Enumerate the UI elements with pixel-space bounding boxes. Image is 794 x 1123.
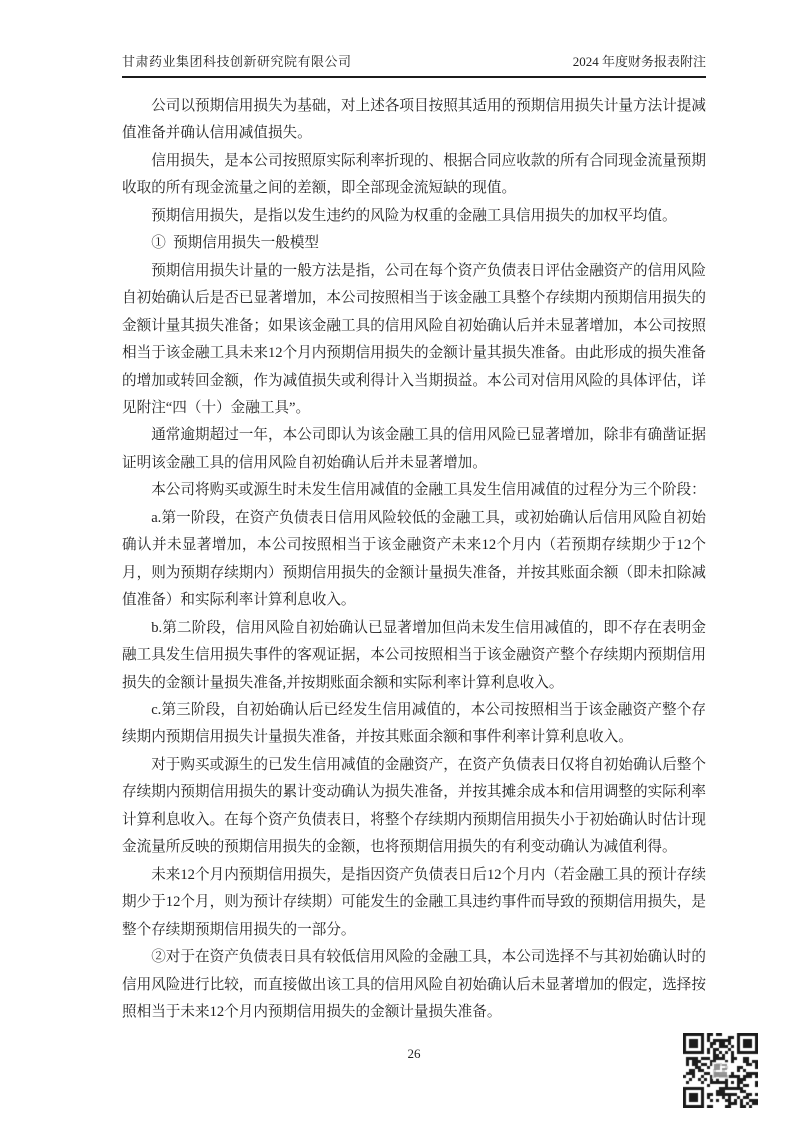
paragraph-credit-loss-basis: 公司以预期信用损失为基础，对上述各项目按照其适用的预期信用损失计量方法计提减值准备并确认信用减值损失。: [122, 98, 706, 142]
qr-code-icon: [683, 1033, 758, 1108]
document-body: [122, 93, 706, 1026]
header-company-name: 甘肃药业集团科技创新研究院有限公司: [122, 54, 352, 69]
paragraph-credit-loss-definition: 信用损失，是本公司按照原实际利率折现的、根据合同应收款的所有合同现金流量预期收取的所有现金流量之间的差额，即全部现金流短缺的现值。: [122, 152, 706, 197]
paragraph-three-stages-intro: 本公司将购买或源生时未发生信用减值的金融工具发生信用减值的过程分为三个阶段：: [151, 482, 706, 499]
page-footer: [122, 1046, 706, 1062]
paragraph-low-credit-risk-election: ②对于在资产负债表日具有较低信用风险的金融工具，本公司选择不与其初始确认时的信用风险进行比较，而直接做出该工具的信用风险自初始确认后未显著增加的假定，选择按照相当于未来12个月内预期信用损失的金额计量损失准备。: [122, 949, 706, 1020]
header-doc-title: 2024 年度财务报表附注: [572, 54, 706, 69]
paragraph-12-month-ecl-definition: 未来12个月内预期信用损失，是指因资产负债表日后12个月内（若金融工具的预计存续期少于12个月，则为预计存续期）可能发生的金融工具违约事件而导致的预期信用损失，是整个存续期预期信用损失的一部分。: [122, 866, 706, 938]
paragraph-overdue-one-year: 通常逾期超过一年，本公司即认为该金融工具的信用风险已显著增加，除非有确凿证据证明该金融工具的信用风险自初始确认后并未显著增加。: [122, 427, 706, 471]
page-number: 26: [407, 1046, 421, 1061]
paragraph-stage-three: c.第三阶段，自初始确认后已经发生信用减值的，本公司按照相当于该金融资产整个存续期内预期信用损失计量损失准备，并按其账面余额和事件利率计算利息收入。: [122, 701, 706, 746]
page-header: [122, 54, 706, 78]
paragraph-stage-two: b.第二阶段，信用风险自初始确认已显著增加但尚未发生信用减值的，即不存在表明金融工具发生信用损失事件的客观证据，本公司按照相当于该金融资产整个存续期内预期信用损失的金额计量损失准备,并按期账面余额和实际利率计算利息收入。: [122, 619, 706, 691]
paragraph-stage-one: a.第一阶段，在资产负债表日信用风险较低的金融工具，或初始确认后信用风险自初始确认并未显著增加，本公司按照相当于该金融资产未来12个月内（若预期存续期少于12个月，则为预期存续期内）预期信用损失的金额计量损失准备，并按其账面余额（即未扣除减值准备）和实际利率计算利息收入。: [122, 509, 706, 609]
heading-ecl-general-model: ① 预期信用损失一般模型: [151, 235, 320, 252]
paragraph-ecl-definition: 预期信用损失，是指以发生违约的风险为权重的金融工具信用损失的加权平均值。: [151, 207, 677, 224]
paragraph-purchased-impaired-assets: 对于购买或源生的已发生信用减值的金融资产，在资产负债表日仅将自初始确认后整个存续期内预期信用损失的累计变动确认为损失准备，并按其摊余成本和信用调整的实际利率计算利息收入。在每个资产负债表日，将整个存续期内预期信用损失小于初始确认时估计现金流量所反映的预期信用损失的金额，也将预期信用损失的有利变动确认为减值利得。: [122, 756, 706, 856]
paragraph-ecl-general-method: 预期信用损失计量的一般方法是指，公司在每个资产负债表日评估金融资产的信用风险自初始确认后是否已显著增加，本公司按照相当于该金融工具整个存续期内预期信用损失的金额计量其损失准备；如果该金融工具的信用风险自初始确认后并未显著增加，本公司按照相当于该金融工具未来12个月内预期信用损失的金额计量其损失准备。由此形成的损失准备的增加或转回金额，作为减值损失或利得计入当期损益。本公司对信用风险的具体评估，详见附注“四（十）金融工具”。: [122, 262, 706, 416]
